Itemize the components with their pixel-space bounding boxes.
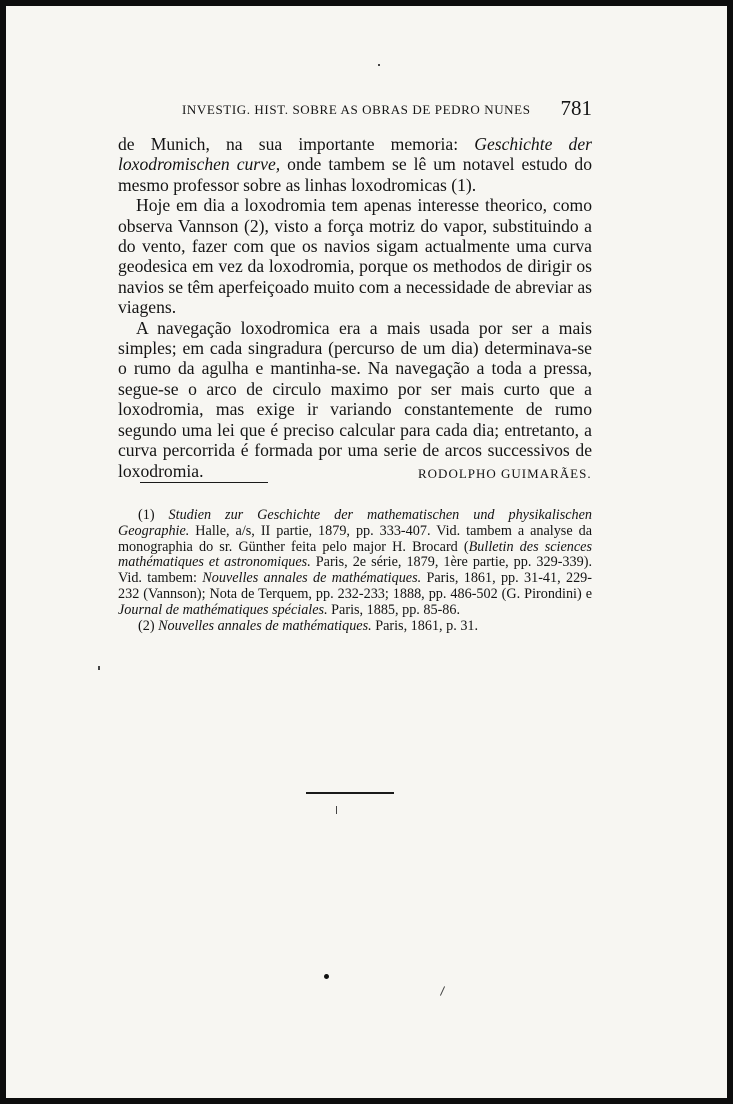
footnote-2 [118,619,592,635]
paragraph-1-start: de Munich, na sua importante memoria: [118,134,475,154]
footnote-1-title-2: Bulletin des sciences mathématiques et astronomiques. [118,538,592,571]
footnote-1-text-4: Paris, 1885, pp. 85-86. [327,601,461,618]
footnote-1-text-1: Halle, a/s, II partie, 1879, pp. 333-407. Vid. tambem a analyse da monographia do sr. Günther feita pelo major H. Brocard ( [118,522,592,555]
footnote-1-title-3: Nouvelles annales de mathématiques. [202,570,422,587]
end-rule [306,792,394,794]
footnote-1-title-4: Journal de mathématiques spéciales. [118,601,328,618]
ink-dot [324,974,329,979]
footnote-separator [140,482,268,483]
ink-speck [440,986,445,995]
footnote-1 [118,508,592,619]
footnotes [118,508,592,634]
footnote-2-number: (2) [138,617,159,634]
footnote-1-number: (1) [138,507,169,523]
footnote-2-title: Nouvelles annales de mathématiques. [158,617,372,634]
paragraph-1-end: onde tambem se lê um notavel estudo do mesmo professor sobre as linhas loxodromicas (1). [118,154,592,195]
ink-speck [98,666,100,670]
page-number: 781 [560,96,592,120]
footnote-1-title-1: Studien zur Geschichte der mathematischen und physikalischen Geographie. [118,507,593,539]
footnote-1-text-2: Paris, 2e série, 1879, 1ère partie, pp. 329-339). Vid. tambem: [118,554,592,587]
paragraph-2: Hoje em dia a loxodromia tem apenas interesse theorico, como observa Vannson (2), visto a força motriz do vapor, substituindo a do vento, fazer com que os navios sigam actualmente uma curva geodesica em vez da loxodromia, porque os methodos de dirigir os navios se têm aperfeiçoado muito com a necessidade de abreviar as viagens. [118,195,592,318]
paragraph-1-title: Geschichte der loxodromischen curve, [118,134,592,175]
footnote-1-text-3: Paris, 1861, pp. 31-41, 229-232 (Vannson); Nota de Terquem, pp. 232-233; 1888, pp. 486-502 (G. Pirondini) e [118,570,592,602]
main-text [118,134,592,481]
page-header [182,96,592,124]
ink-speck [378,64,380,66]
author-signature: RODOLPHO GUIMARÃES. [418,466,592,481]
paragraph-1 [118,134,592,195]
paragraph-3: A navegação loxodromica era a mais usada por ser a mais simples; em cada singradura (percurso de um dia) determinava-se o rumo da agulha e mantinha-se. Na navegação a toda a pressa, segue-se o arco de circulo maximo por ser mais curto que a loxodromia, mas exige ir variando constantemente de rumo segundo uma lei que é preciso calcular para cada dia; entretanto, a curva percorrida é formada por uma serie de arcos successivos de loxodromia. [118,317,592,481]
ink-speck [336,806,337,814]
footnote-2-text: Paris, 1861, p. 31. [371,617,479,634]
running-head: INVESTIG. HIST. SOBRE AS OBRAS DE PEDRO NUNES [182,102,531,117]
